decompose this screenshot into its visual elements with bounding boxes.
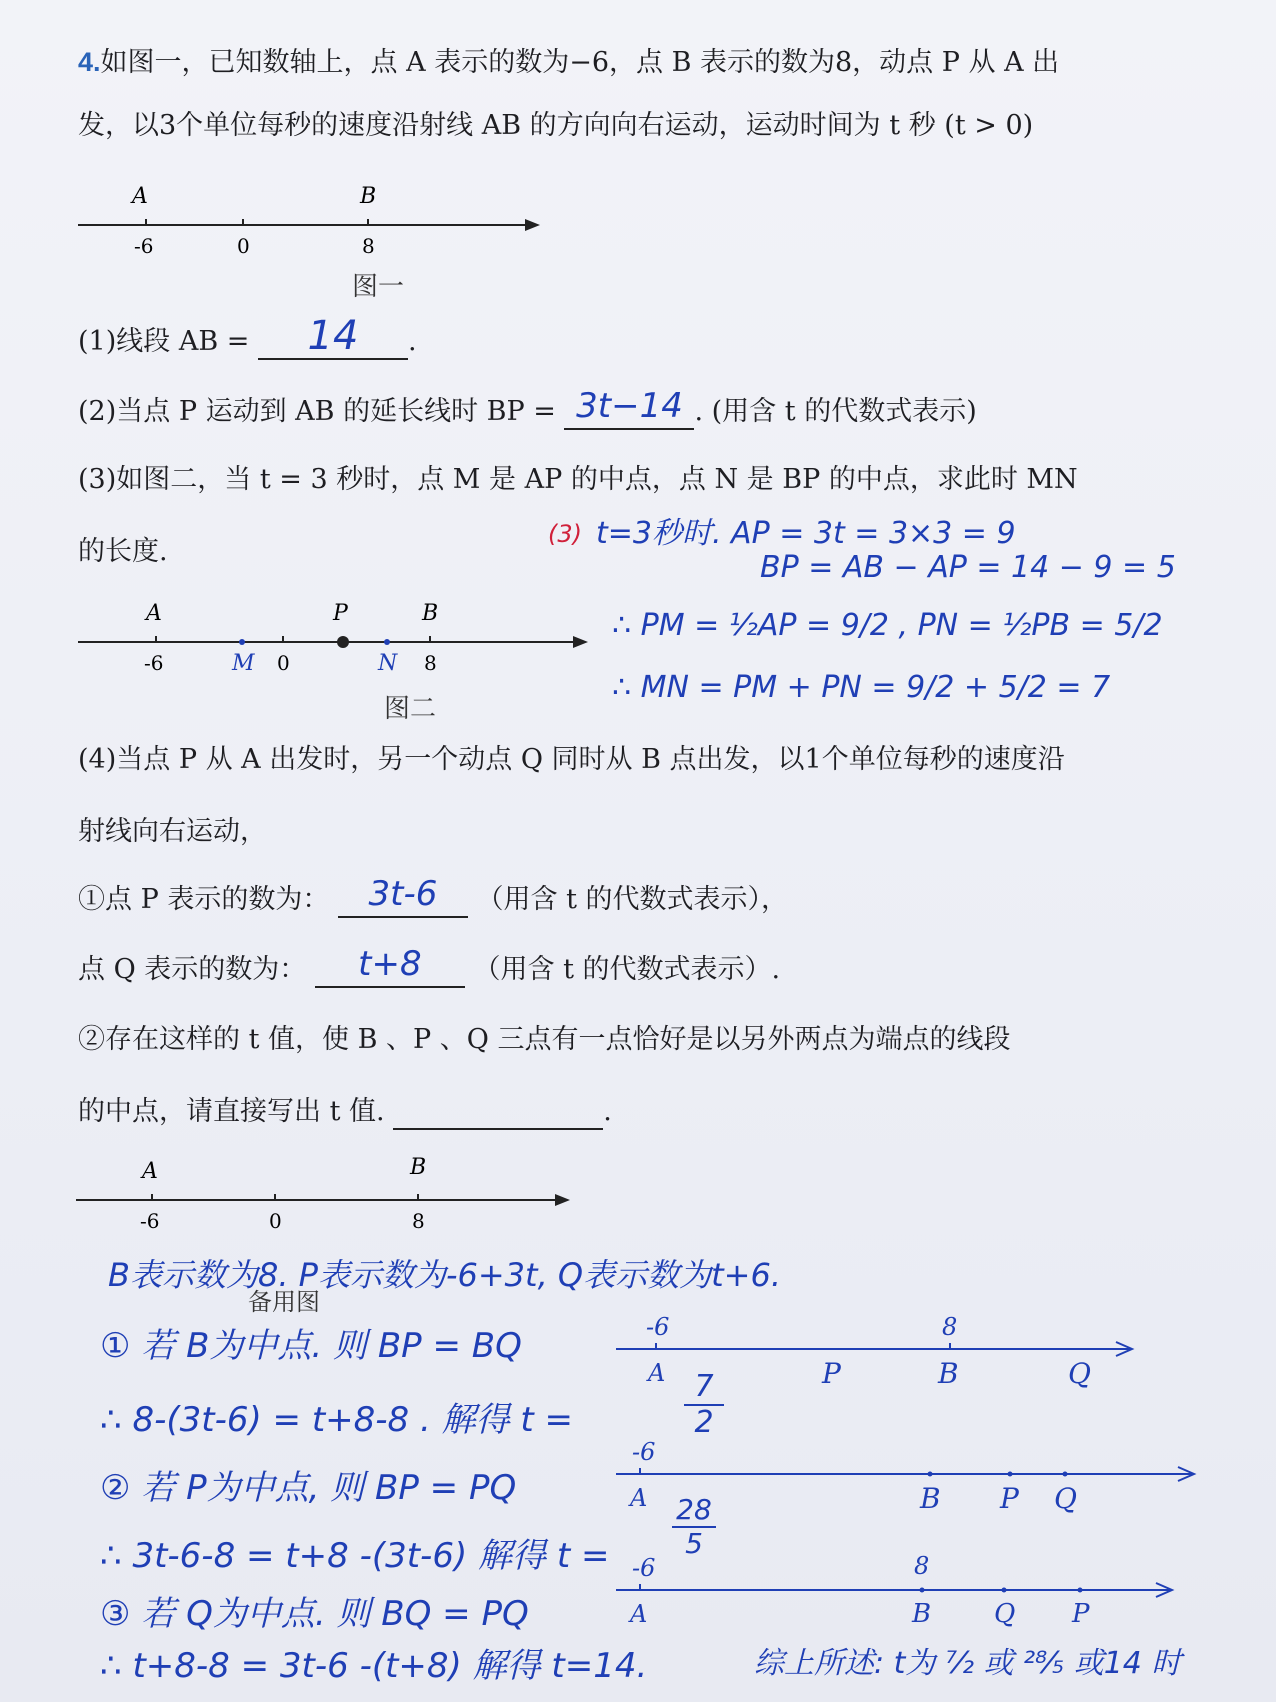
- sketch-neg6: -6: [632, 1554, 656, 1582]
- hw-line-0: B表示数为8. P表示数为-6+3t, Q表示数为t+6.: [108, 1256, 782, 1294]
- tick-label-8: 8: [362, 234, 375, 255]
- q4-sub1-blank[interactable]: [338, 874, 468, 918]
- label-b: B: [410, 1155, 427, 1180]
- sketch-8: 8: [914, 1552, 930, 1580]
- q2-answer: 3t−14: [576, 386, 683, 426]
- point-n: [384, 639, 390, 645]
- tick-label-neg6: -6: [134, 234, 154, 255]
- hw-frac-den: 2: [694, 1405, 714, 1440]
- q2-prefix: (2)当点 P 运动到 AB 的延长线时 BP =: [78, 396, 556, 427]
- sketch-p: P: [822, 1357, 841, 1390]
- intro-line-1: [78, 44, 1059, 81]
- q1-suffix: .: [407, 326, 417, 357]
- hw-q3-line2: BP = AB − AP = 14 − 9 = 5: [760, 550, 1176, 585]
- hw-q3-line1: t=3秒时. AP = 3t = 3×3 = 9: [596, 516, 1016, 551]
- q4-q-blank[interactable]: [315, 944, 465, 988]
- intro-line-2: 发，以3个单位每秒的速度沿射线 AB 的方向向右运动，运动时间为 t 秒 (t > 0): [78, 110, 1034, 141]
- backup-caption: 备用图: [248, 1288, 320, 1316]
- sketch-b: B: [912, 1599, 932, 1629]
- q4-q-suffix: （用含 t 的代数式表示）.: [473, 954, 781, 985]
- q3-line-2: 的长度.: [78, 536, 168, 567]
- tick-label-0: 0: [269, 1209, 282, 1233]
- q4-q-line: [78, 944, 781, 988]
- fig1-caption: 图一: [352, 272, 405, 302]
- hw-line-6: ∴ t+8-8 = 3t-6 -(t+8) 解得 t=14.: [100, 1646, 648, 1686]
- hw-q3-head: (3): [548, 520, 582, 548]
- sketch-a: A: [630, 1600, 648, 1628]
- hw-line-5: ③ 若 Q为中点. 则 BQ = PQ: [100, 1594, 529, 1634]
- q4-sub1-line: [78, 874, 789, 918]
- sketch-dot-b: [928, 1472, 933, 1477]
- hw-q3-line3: ∴ PM = ½AP = 9/2 , PN = ½PB = 5/2: [612, 608, 1163, 643]
- sketch-a: A: [630, 1484, 648, 1512]
- hw-frac-num: 28: [672, 1494, 716, 1528]
- sketch-neg6: -6: [646, 1313, 670, 1341]
- q1-answer: 14: [307, 313, 359, 359]
- tick-label-neg6: -6: [140, 1209, 160, 1233]
- q4-sub1-prefix: ①点 P 表示的数为：: [78, 884, 330, 915]
- tick-label-neg6: -6: [144, 651, 164, 675]
- hw-sketch-b-mid: [610, 1305, 1150, 1395]
- sketch-dot-q: [1063, 1472, 1068, 1477]
- q1-blank[interactable]: [258, 313, 408, 360]
- sketch-dot-p: [1008, 1472, 1013, 1477]
- hw-frac-den: 5: [685, 1527, 703, 1560]
- q4-q-prefix: 点 Q 表示的数为：: [78, 954, 307, 985]
- q2-blank[interactable]: [564, 386, 694, 430]
- label-m: M: [232, 651, 255, 675]
- sketch-q: Q: [1068, 1357, 1091, 1390]
- q4-line-2: 射线向右运动，: [78, 816, 267, 847]
- axis-arrow: [573, 636, 588, 648]
- sketch-dot-q: [1002, 1588, 1007, 1593]
- q4-sub1-suffix: （用含 t 的代数式表示），: [476, 884, 789, 915]
- axis-arrow: [555, 1194, 570, 1206]
- sketch-dot-p: [1078, 1588, 1083, 1593]
- intro-text-1: 如图一，已知数轴上，点 A 表示的数为−6，点 B 表示的数为8，动点 P 从 A 出: [100, 47, 1060, 78]
- number-line-fig1: [70, 175, 550, 255]
- q4-sub2-text: 的中点，请直接写出 t 值.: [78, 1096, 385, 1127]
- problem-number: 4.: [78, 47, 101, 77]
- q2-suffix: . (用含 t 的代数式表示): [694, 396, 977, 427]
- label-b: B: [422, 601, 439, 626]
- tick-label-8: 8: [424, 651, 437, 675]
- q4-sub2-blank[interactable]: [393, 1094, 603, 1130]
- label-a: A: [142, 1159, 158, 1184]
- sketch-neg6: -6: [632, 1438, 656, 1466]
- sketch-dot-b: [920, 1588, 925, 1593]
- q4-sub2-suffix: .: [603, 1096, 612, 1127]
- label-n: N: [378, 651, 398, 675]
- q4-sub2-line-1: ②存在这样的 t 值，使 B 、P 、Q 三点有一点恰好是以另外两点为端点的线段: [78, 1024, 1011, 1055]
- tick-label-0: 0: [237, 234, 250, 255]
- sketch-b: B: [920, 1482, 941, 1515]
- hw-line-3: ② 若 P为中点, 则 BP = PQ: [100, 1468, 517, 1508]
- sketch-b: B: [938, 1357, 959, 1390]
- axis-arrow: [525, 219, 540, 231]
- number-line-fig2: [70, 590, 600, 675]
- sketch-q: Q: [1054, 1482, 1077, 1515]
- hw-line-7: 综上所述: t为 ⁷⁄₂ 或 ²⁸⁄₅ 或14 时: [754, 1646, 1182, 1681]
- q1-prefix: (1)线段 AB =: [78, 326, 250, 357]
- hw-sketch-p-mid: [610, 1438, 1210, 1518]
- q2-line: [78, 386, 977, 430]
- sketch-p: P: [1000, 1482, 1019, 1515]
- sketch-a: A: [648, 1359, 666, 1387]
- hw-frac-num: 7: [684, 1370, 724, 1406]
- tick-label-8: 8: [412, 1209, 425, 1233]
- label-a: A: [132, 184, 148, 209]
- q3-line-1: (3)如图二，当 t = 3 秒时，点 M 是 AP 的中点，点 N 是 BP 的中点，求此时 MN: [78, 464, 1078, 495]
- hw-sketch-q-mid: [610, 1552, 1190, 1632]
- tick-label-0: 0: [277, 651, 290, 675]
- q4-line-1: (4)当点 P 从 A 出发时，另一个动点 Q 同时从 B 点出发，以1个单位每秒的速度沿: [78, 744, 1065, 775]
- hw-q3-line4: ∴ MN = PM + PN = 9/2 + 5/2 = 7: [612, 670, 1111, 705]
- q4-sub1-answer: 3t-6: [368, 874, 438, 914]
- fig2-caption: 图二: [384, 694, 437, 724]
- q4-q-answer: t+8: [358, 944, 422, 984]
- q1-line: [78, 313, 417, 360]
- sketch-8: 8: [942, 1313, 958, 1341]
- sketch-p: P: [1072, 1599, 1090, 1629]
- hw-line-2: ∴ 8-(3t-6) = t+8-8 . 解得 t =: [100, 1400, 574, 1440]
- point-m: [239, 639, 245, 645]
- number-line-backup: [70, 1152, 580, 1234]
- label-a: A: [146, 601, 162, 626]
- q4-sub2-line-2: [78, 1094, 612, 1130]
- point-p: [337, 636, 349, 648]
- sketch-q: Q: [994, 1599, 1016, 1629]
- hw-line-1: ① 若 B为中点. 则 BP = BQ: [100, 1326, 522, 1366]
- hw-line-4: ∴ 3t-6-8 = t+8 -(3t-6) 解得 t =: [100, 1536, 610, 1576]
- label-p: P: [333, 601, 348, 626]
- label-b: B: [360, 184, 377, 209]
